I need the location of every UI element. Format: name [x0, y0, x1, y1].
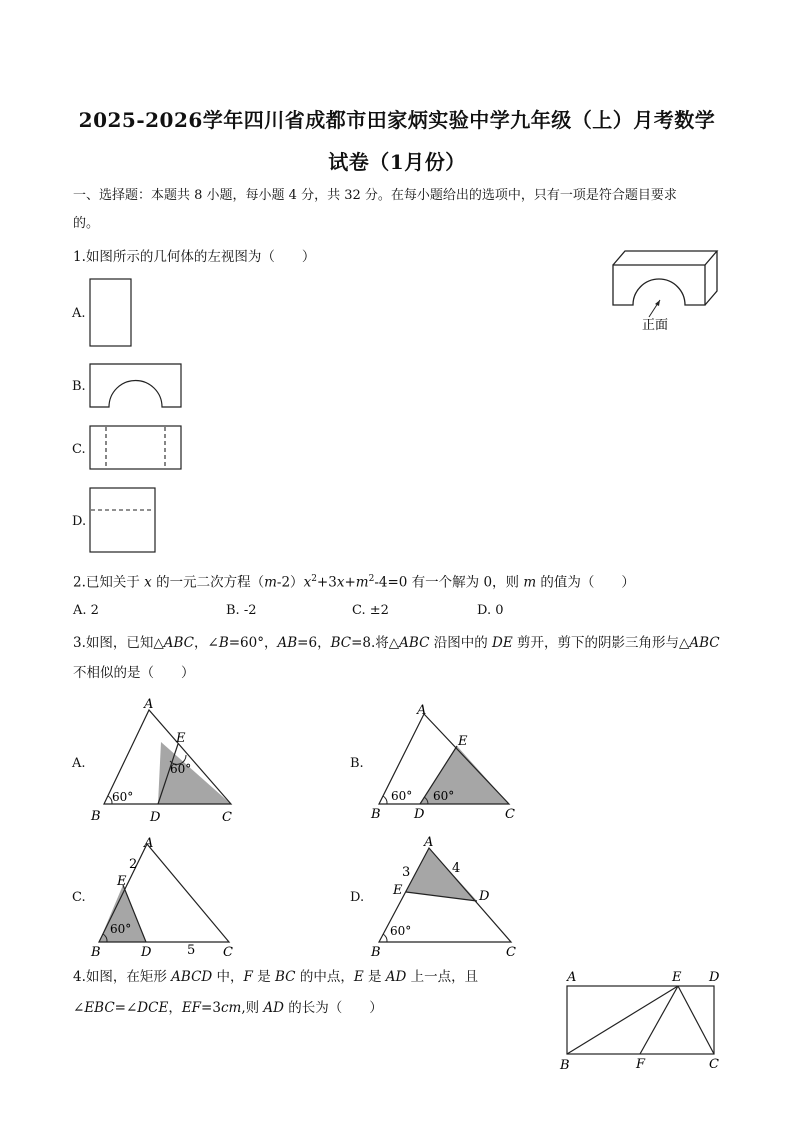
q2-m2: m: [355, 574, 369, 591]
label-a: A: [424, 835, 434, 850]
label-e: E: [176, 731, 186, 746]
label-angle-b: 60°: [112, 790, 134, 804]
q2-plus3: +3: [316, 574, 337, 591]
label-e: E: [117, 874, 127, 889]
q2-m3: m: [523, 574, 537, 591]
q4-pre: 4.如图，在矩形: [73, 969, 172, 985]
page-title-line2: 试卷（1月份）: [328, 150, 466, 174]
label-2: 2: [129, 857, 138, 872]
q2-plus: +: [344, 574, 356, 591]
q4-cm: cm: [220, 1000, 242, 1016]
label-b: B: [91, 809, 101, 824]
q4-ef: EF: [181, 1000, 202, 1016]
q4-l1b: 是: [252, 969, 276, 985]
q4-l2c: ，: [168, 1000, 182, 1016]
q3-de: DE: [492, 635, 513, 651]
label-a: A: [567, 970, 577, 985]
question-4-text: [73, 967, 478, 987]
q1-option-c-figure[interactable]: [88, 424, 184, 472]
q1-option-b-label[interactable]: B.: [72, 379, 86, 394]
label-a: A: [417, 703, 427, 718]
q2-m: m: [264, 574, 277, 591]
page-title: 2025-2026学年四川省成都市田家炳实验中学九年级（上）月考数学: [78, 108, 716, 132]
q4-f: F: [243, 969, 253, 985]
q3-tail: 剪开，剪下的阴影三角形与△: [512, 635, 690, 651]
label-b: B: [371, 945, 381, 960]
q4-l2a: ∠: [73, 1000, 85, 1016]
q3-eq8: =8.将△: [351, 635, 400, 651]
label-b: B: [560, 1058, 570, 1073]
question-3-text-line2: 不相似的是（ ）: [73, 665, 195, 681]
label-e: E: [458, 734, 468, 749]
label-a: A: [144, 697, 154, 712]
label-a: A: [144, 836, 154, 851]
q3-eq60: =60°，: [228, 635, 278, 651]
question-1-text: 1.如图所示的几何体的左视图为（ ）: [73, 249, 316, 265]
question-2-text: [73, 569, 635, 593]
question-3-text: [73, 633, 720, 653]
q3-option-d-figure[interactable]: [366, 832, 526, 962]
q4-l2d: =3: [201, 1000, 221, 1016]
q3-option-b-figure[interactable]: [366, 700, 526, 828]
q1-option-d-label[interactable]: D.: [72, 514, 87, 529]
q4-l2f: 的长为（ ）: [284, 1000, 383, 1016]
q1-option-d-figure[interactable]: [88, 486, 158, 556]
q2-text-mid: 的一元二次方程（: [151, 574, 265, 591]
q4-l1e: 上一点，且: [406, 969, 479, 985]
q3-pre: 3.如图，已知△: [73, 635, 164, 651]
q3-option-c-label[interactable]: C.: [72, 890, 86, 905]
question-4-rectangle-figure: [556, 966, 726, 1074]
q3-abc2: ABC: [399, 635, 430, 651]
front-label: 正面: [642, 318, 669, 333]
q3-option-c-figure[interactable]: [86, 832, 246, 962]
label-angle-b: 60°: [391, 789, 413, 803]
q3-option-a-figure[interactable]: [86, 696, 246, 828]
q3-option-b-label[interactable]: B.: [350, 756, 364, 771]
q4-l1c: 的中点，: [295, 969, 354, 985]
q3-abc3: ABC: [689, 635, 720, 651]
q3-option-a-label[interactable]: A.: [72, 756, 86, 771]
q3-mid: 沿图中的: [429, 635, 493, 651]
label-b: B: [91, 945, 101, 960]
question-1-solid-figure: [605, 245, 730, 340]
q2-sup: 2: [311, 574, 317, 584]
q3-angle: ，∠: [194, 635, 219, 651]
q1-option-c-label[interactable]: C.: [72, 442, 86, 457]
q4-ad2: AD: [263, 1000, 284, 1016]
q4-l2e: ,则: [241, 1000, 264, 1016]
q4-ebc: EBC: [84, 1000, 115, 1016]
q4-ad: AD: [385, 969, 407, 985]
label-4: 4: [452, 861, 461, 876]
q2-text-pre: 2.已知关于: [73, 574, 145, 591]
label-f: F: [636, 1057, 646, 1072]
label-d: D: [414, 807, 425, 822]
q1-option-a-figure[interactable]: [88, 277, 134, 349]
q4-dce: DCE: [137, 1000, 169, 1016]
label-d: D: [141, 945, 152, 960]
label-e: E: [672, 970, 682, 985]
question-4-text-line2: [73, 998, 383, 1018]
label-angle-e: 60°: [170, 762, 192, 776]
label-3: 3: [402, 865, 411, 880]
label-d: D: [709, 970, 720, 985]
q4-l1a: 中，: [212, 969, 244, 985]
section-heading: 一、选择题：本题共 8 小题，每小题 4 分，共 32 分。在每小题给出的选项中，只有一项是符合题目要求: [73, 188, 677, 203]
q2-option-a[interactable]: A. 2: [73, 603, 99, 618]
label-e: E: [393, 883, 403, 898]
q3-option-d-label[interactable]: D.: [350, 890, 365, 905]
q3-bc: BC: [330, 635, 352, 651]
q2-option-d[interactable]: D. 0: [477, 603, 504, 618]
q2-end: 的值为（ ）: [536, 574, 635, 591]
label-angle-b: 60°: [390, 924, 412, 938]
label-c: C: [506, 945, 516, 960]
label-c: C: [505, 807, 515, 822]
q4-l1d: 是: [363, 969, 386, 985]
label-angle-b: 60°: [110, 922, 132, 936]
label-5: 5: [187, 943, 196, 958]
q3-ab: AB: [277, 635, 298, 651]
q4-bc: BC: [275, 969, 296, 985]
q4-e: E: [353, 969, 364, 985]
q1-option-b-figure[interactable]: [88, 362, 184, 410]
q4-l2b: =∠: [114, 1000, 138, 1016]
q3-b: B: [218, 635, 229, 651]
q2-x3: x: [336, 574, 345, 591]
q2-option-b[interactable]: B. -2: [226, 603, 257, 618]
label-angle-d: 60°: [433, 789, 455, 803]
q4-abcd: ABCD: [171, 969, 213, 985]
label-c: C: [223, 945, 233, 960]
section-heading-cont: 的。: [73, 216, 100, 231]
q1-option-a-label[interactable]: A.: [72, 306, 86, 321]
label-c: C: [222, 810, 232, 825]
q3-abc1: ABC: [163, 635, 195, 651]
q3-eq6: =6，: [297, 635, 331, 651]
label-b: B: [371, 807, 381, 822]
q2-x: x: [303, 574, 312, 591]
q2-sup2: 2: [368, 574, 375, 584]
label-c: C: [709, 1057, 719, 1072]
q2-tail: -4=0 有一个解为 0，则: [374, 574, 524, 591]
q2-var: x: [144, 574, 152, 591]
q2-m-minus: -2）: [276, 574, 304, 591]
label-d: D: [150, 810, 161, 825]
label-d: D: [479, 889, 490, 904]
q2-option-c[interactable]: C. ±2: [352, 603, 389, 618]
